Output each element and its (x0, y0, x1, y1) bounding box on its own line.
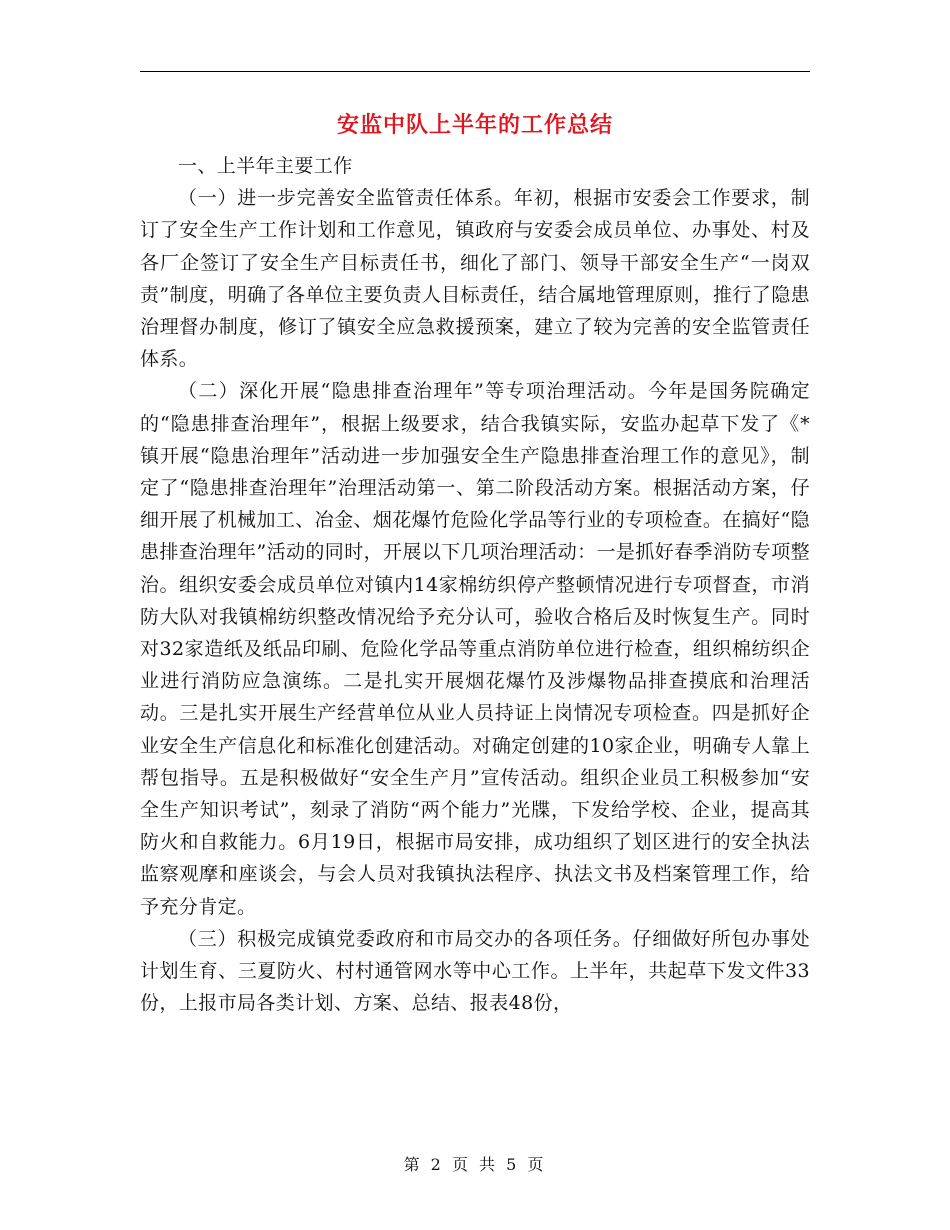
page-number-footer: 第 2 页 共 5 页 (403, 1155, 547, 1174)
paragraph-1: （一）进一步完善安全监管责任体系。年初，根据市安委会工作要求，制订了安全生产工作计划和工作意见，镇政府与安委会成员单位、办事处、村及各厂企签订了安全生产目标责任书，细化了部门、领导干部安全生产“一岗双责”制度，明确了各单位主要负责人目标责任，结合属地管理原则，推行了隐患治理督办制度，修订了镇安全应急救援预案，建立了较为完善的安全监管责任体系。 (140, 187, 810, 371)
document-body (140, 150, 810, 1019)
paragraph-2: （二）深化开展“隐患排查治理年”等专项治理活动。今年是国务院确定的“隐患排查治理年”，根据上级要求，结合我镇实际，安监办起草下发了《*镇开展“隐患治理年”活动进一步加强安全生产隐患排查治理工作的意见》，制定了“隐患排查治理年”治理活动第一、第二阶段活动方案。根据活动方案，仔细开展了机械加工、冶金、烟花爆竹危险化学品等行业的专项检查。在搞好“隐患排查治理年”活动的同时，开展以下几项治理活动：一是抓好春季消防专项整治。组织安委会成员单位对镇内14家棉纺织停产整顿情况进行专项督查，市消防大队对我镇棉纺织整改情况给予充分认可，验收合格后及时恢复生产。同时对32家造纸及纸品印刷、危险化学品等重点消防单位进行检查，组织棉纺织企业进行消防应急演练。二是扎实开展烟花爆竹及涉爆物品排查摸底和治理活动。三是扎实开展生产经营单位从业人员持证上岗情况专项检查。四是抓好企业安全生产信息化和标准化创建活动。对确定创建的10家企业，明确专人靠上帮包指导。五是积极做好“安全生产月”宣传活动。组织企业员工积极参加“安全生产知识考试”，刻录了消防“两个能力”光牒，下发给学校、企业，提高其防火和自救能力。6月19日，根据市局安排，成功组织了划区进行的安全执法监察观摩和座谈会，与会人员对我镇执法程序、执法文书及档案管理工作，给予充分肯定。 (140, 380, 810, 918)
paragraph-3: （三）积极完成镇党委政府和市局交办的各项任务。仔细做好所包办事处计划生育、三夏防火、村村通管网水等中心工作。上半年，共起草下发文件33份，上报市局各类计划、方案、总结、报表48份， (140, 927, 810, 1015)
document-title: 安监中队上半年的工作总结 (336, 112, 613, 138)
section-heading: 一、上半年主要工作 (178, 155, 353, 177)
header-rule (140, 71, 810, 72)
